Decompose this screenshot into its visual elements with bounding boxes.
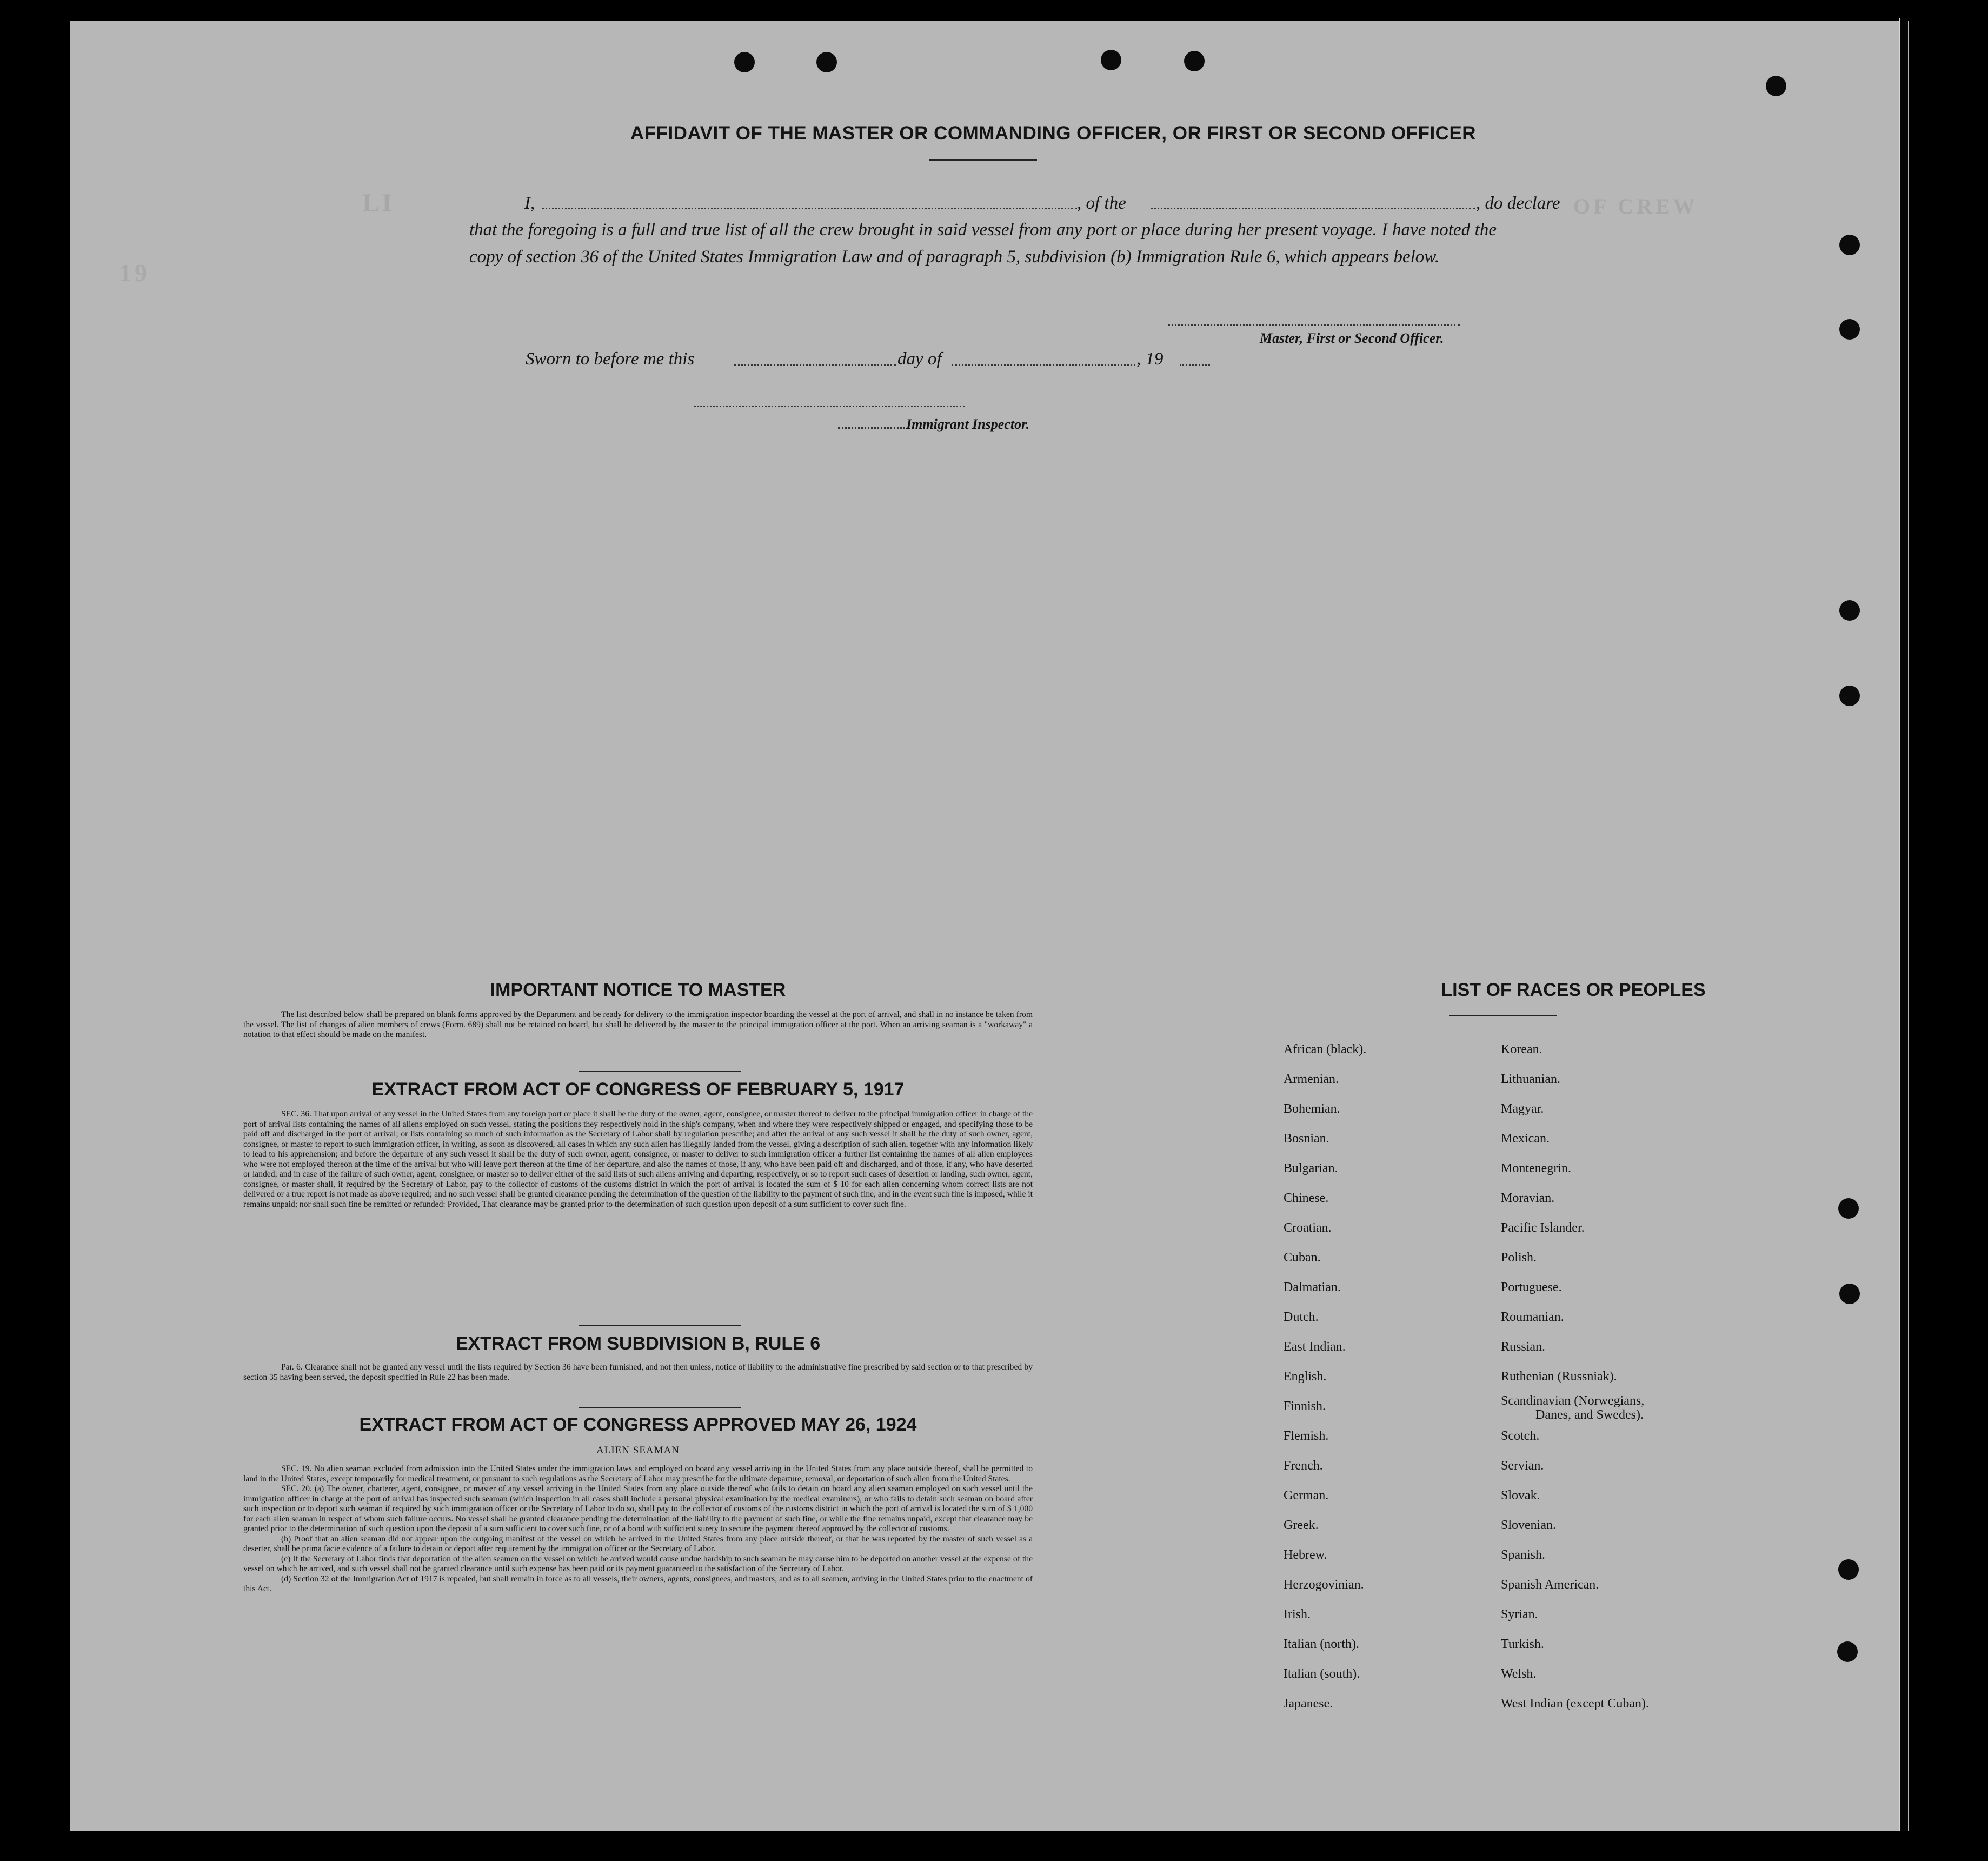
punch-hole (1766, 76, 1786, 96)
race-item: East Indian. (1284, 1340, 1346, 1354)
affidavit-body: that the foregoing is a full and true list of all the crew brought in said vessel from any port or place during her present voyage. I have noted the copy of section 36 of the United States Immigration Law and of paragraph 5, subdivision (b) Immigration Rule 6, which appears below. (469, 220, 1497, 267)
race-item: Japanese. (1284, 1697, 1333, 1711)
race-item: Irish. (1284, 1607, 1311, 1621)
do-declare-label: , do declare (1476, 194, 1560, 213)
inspector-label: Immigrant Inspector. (906, 416, 1030, 432)
sworn-label: Sworn to before me this (526, 349, 695, 369)
race-item: Polish. (1501, 1251, 1537, 1265)
race-item: Bulgarian. (1284, 1161, 1338, 1175)
race-item: Lithuanian. (1501, 1072, 1560, 1086)
of-the-label: , of the (1077, 194, 1126, 213)
race-item: West Indian (except Cuban). (1501, 1697, 1649, 1711)
races-column-1 (1284, 1035, 1366, 1719)
punch-hole (1839, 686, 1860, 706)
race-item: Pacific Islander. (1501, 1221, 1585, 1235)
race-item: Italian (south). (1284, 1667, 1360, 1681)
document-sheet (70, 21, 1909, 1831)
punch-hole (734, 52, 755, 72)
race-item: Bosnian. (1284, 1132, 1329, 1146)
punch-hole (1838, 1559, 1859, 1580)
race-item: Roumanian. (1501, 1310, 1564, 1324)
vessel-blank (1151, 208, 1475, 209)
race-item: Hebrew. (1284, 1548, 1327, 1562)
affidavit-title: AFFIDAVIT OF THE MASTER OR COMMANDING OFFICER, OR FIRST OR SECOND OFFICER (630, 123, 1477, 144)
race-item: Flemish. (1284, 1429, 1329, 1443)
race-item: Portuguese. (1501, 1280, 1562, 1294)
race-item: Dalmatian. (1284, 1280, 1341, 1294)
race-item: Turkish. (1501, 1637, 1544, 1651)
punch-hole (1839, 319, 1860, 340)
race-item: Syrian. (1501, 1607, 1538, 1621)
race-item: Spanish. (1501, 1548, 1546, 1562)
race-item: Montenegrin. (1501, 1161, 1571, 1175)
sec-20c-text: (c) If the Secretary of Labor finds that deportation of the alien seamen on the vessel on which he arrived would cause undue hardship to such seaman he may cause him to be deported on another vessel at the expense of the vessel on which he arrived, and such vessel shall not be granted clearance until such expense has been paid or its payment guaranteed to the satisfaction of the Secretary of Labor. (243, 1554, 1033, 1573)
race-item: Croatian. (1284, 1221, 1332, 1235)
race-item: Korean. (1501, 1042, 1542, 1056)
sec-20b-text: (b) Proof that an alien seaman did not appear upon the outgoing manifest of the vessel on which he arrived in the United States from any place outside thereof, or that he was reported by the master of such vessel as a deserter, shall be prima facie evidence of a failure to detain or deport after requirement by the immigration officer or the Secretary of Labor. (243, 1534, 1033, 1553)
race-item: Servian. (1501, 1459, 1544, 1473)
race-item: Herzogovinian. (1284, 1578, 1364, 1592)
punch-hole (1184, 51, 1205, 71)
races-underline (1449, 1015, 1557, 1016)
show-through-text: LI (362, 189, 394, 217)
races-column-2 (1501, 1035, 1649, 1719)
punch-hole (1837, 1641, 1858, 1662)
year-prefix: , 19 (1136, 349, 1163, 369)
race-item: Italian (north). (1284, 1637, 1359, 1651)
race-item: Chinese. (1284, 1191, 1329, 1205)
race-item: Spanish American. (1501, 1578, 1599, 1592)
notice-text: The list described below shall be prepared on blank forms approved by the Department and be ready for delivery to the immigration inspector boarding the vessel at the port of arrival, and shall in no instance be taken from the vessel. The list of changes of alien members of crews (Form. 689) shall not be retained on board, but shall be delivered by the master to the principal immigration officer at the port. When an arriving seaman is a "workaway" a notation to that effect should be made on the manifest. (243, 1010, 1033, 1039)
master-signature-blank (1168, 324, 1460, 326)
day-of-label: day of (897, 349, 942, 369)
race-item: Slovak. (1501, 1488, 1540, 1503)
sworn-day-blank (734, 364, 896, 366)
race-item: French. (1284, 1459, 1323, 1473)
show-through-text: 19 (119, 259, 150, 287)
race-item: Ruthenian (Russniak). (1501, 1370, 1617, 1384)
divider (579, 1325, 741, 1326)
race-item: Dutch. (1284, 1310, 1319, 1324)
race-item: African (black). (1284, 1042, 1367, 1056)
extract-1924-title: EXTRACT FROM ACT OF CONGRESS APPROVED MAY 26, 1924 (359, 1414, 917, 1435)
inspector-lead-dots (838, 427, 905, 429)
race-item: Danes, and Swedes). (1535, 1408, 1644, 1422)
right-page-edge (1899, 18, 1908, 1831)
race-item: Mexican. (1501, 1132, 1550, 1146)
extract-rule6-text: Par. 6. Clearance shall not be granted any vessel until the lists required by Section 36 have been furnished, and not then unless, notice of liability to the administrative fine prescribed by said section or to that prescribed by section 35 having been served, the deposit specified in Rule 22 has been made. (243, 1362, 1033, 1382)
race-item: Bohemian. (1284, 1102, 1340, 1116)
punch-hole (1839, 235, 1860, 255)
sec-20a-text: SEC. 20. (a) The owner, charterer, agent, consignee, or master of any vessel arriving in the United States from any place outside thereof who fails to detain on board any alien seaman employed on such vessel until the immigration officer in charge at the port of arrival has inspected such seaman (which inspection in all cases shall include a personal physical examination by the medical examiners), or who fails to detain such seaman on board after such inspection or to deport such seaman if required by such immigration officer or the Secretary of Labor to do so, shall pay to the collector of customs of the customs district in which the port of arrival is located the sum of $ 1,000 for each alien seaman in respect of whom such failure occurs. No vessel shall be granted clearance pending the determination of the liability to the payment of such fine, or while the fine remains unpaid, except that clearance may be granted prior to the determination of such question upon the deposit of a sum sufficient to cover such fine, or of a bond with sufficient surety to secure the payment thereof approved by the collector of customs. (243, 1484, 1033, 1533)
extract-1917-text: SEC. 36. That upon arrival of any vessel in the United States from any foreign port or place it shall be the duty of the owner, agent, consignee, or master thereof to deliver to the principal immigration officer in charge of the port of arrival lists containing the names of all aliens employed on such vessel, stating the positions they respectively hold in the ship's company, when and where they were respectively shipped or engaged, and specifying those to be paid off and discharged in the port of arrival; or lists containing so much of such information as the Secretary of Labor shall by regulation prescribe; and after the arrival of any such vessel it shall be the duty of such owner, agent, consignee, or master to report to such immigration officer, in writing, as soon as discovered, all cases in which any such alien has illegally landed from the vessel, giving a description of such alien, together with any information likely to lead to his apprehension; and before the departure of any such vessel it shall be the duty of such owner, agent, consignee, or master to deliver to such immigration officer a further list containing the names of all alien employees who were not employed thereon at the time of the arrival but who will leave port thereon at the time of her departure, and also the names of those, if any, who have been paid off and discharged, and of those, if any, who have deserted or landed; and in case of the failure of such owner, agent, consignee, or master so to deliver either of the said lists of such aliens arriving and departing, respectively, or so to report such cases of desertion or landing, such owner, agent, consignee, or master shall, if required by the Secretary of Labor, pay to the collector of customs of the customs district in which the port of arrival is located the sum of $ 10 for each alien concerning whom correct lists are not delivered or a true report is not made as above required; and no such vessel shall be granted clearance pending the determination of the question of the liability to the payment of such fine, and in the event such fine is imposed, while it remains unpaid; nor shall such fine be remitted or refunded: Provided, That clearance may be granted prior to the determination of such question upon deposit of a sum sufficient to cover such fine. (243, 1109, 1033, 1209)
notice-title: IMPORTANT NOTICE TO MASTER (490, 980, 786, 1000)
race-item: Cuban. (1284, 1251, 1321, 1265)
race-item: Welsh. (1501, 1667, 1537, 1681)
punch-hole (1101, 50, 1121, 70)
punch-hole (1839, 600, 1860, 621)
affidavit-i-label: I, (524, 194, 535, 213)
race-item: Greek. (1284, 1518, 1319, 1532)
divider (579, 1071, 741, 1072)
punch-hole (1838, 1198, 1859, 1219)
punch-hole (816, 52, 837, 72)
extract-1924-subtitle: ALIEN SEAMAN (596, 1445, 680, 1456)
name-blank (542, 208, 1077, 209)
sec-20d-text: (d) Section 32 of the Immigration Act of 1917 is repealed, but shall remain in force as to all vessels, their owners, agents, consignees, and masters, and as to all seamen, arriving in the United States prior to the enactment of this Act. (243, 1574, 1033, 1593)
extract-rule6-title: EXTRACT FROM SUBDIVISION B, RULE 6 (455, 1333, 821, 1354)
race-item: Finnish. (1284, 1399, 1326, 1413)
races-title: LIST OF RACES OR PEOPLES (1441, 980, 1706, 1000)
race-item: Magyar. (1501, 1102, 1544, 1116)
extract-1924-body (243, 1464, 1033, 1594)
race-item: Armenian. (1284, 1072, 1339, 1086)
sec-19-text: SEC. 19. No alien seaman excluded from admission into the United States under the immigration laws and employed on board any vessel arriving in the United States from any place outside thereof, shall be permitted to land in the United States, except temporarily for medical treatment, or pursuant to such regulations as the Secretary of Labor may prescribe for the ultimate departure, removal, or deportation of such alien from the United States. (243, 1464, 1033, 1484)
race-item: Scandinavian (Norwegians, (1501, 1394, 1645, 1408)
show-through-text: OF CREW (1573, 194, 1698, 218)
race-item: Moravian. (1501, 1191, 1555, 1205)
extract-1917-title: EXTRACT FROM ACT OF CONGRESS OF FEBRUARY 5, 1917 (371, 1079, 905, 1100)
sworn-month-blank (952, 364, 1135, 366)
inspector-signature-blank (694, 406, 965, 407)
race-item: Scotch. (1501, 1429, 1540, 1443)
divider (579, 1407, 741, 1408)
race-item: Slovenian. (1501, 1518, 1556, 1532)
race-item: English. (1284, 1370, 1327, 1384)
race-item: Russian. (1501, 1340, 1546, 1354)
race-item: German. (1284, 1488, 1329, 1503)
punch-hole (1839, 1284, 1860, 1304)
sworn-year-blank (1180, 364, 1210, 366)
title-underline (929, 159, 1037, 161)
master-label: Master, First or Second Officer. (1260, 330, 1444, 346)
